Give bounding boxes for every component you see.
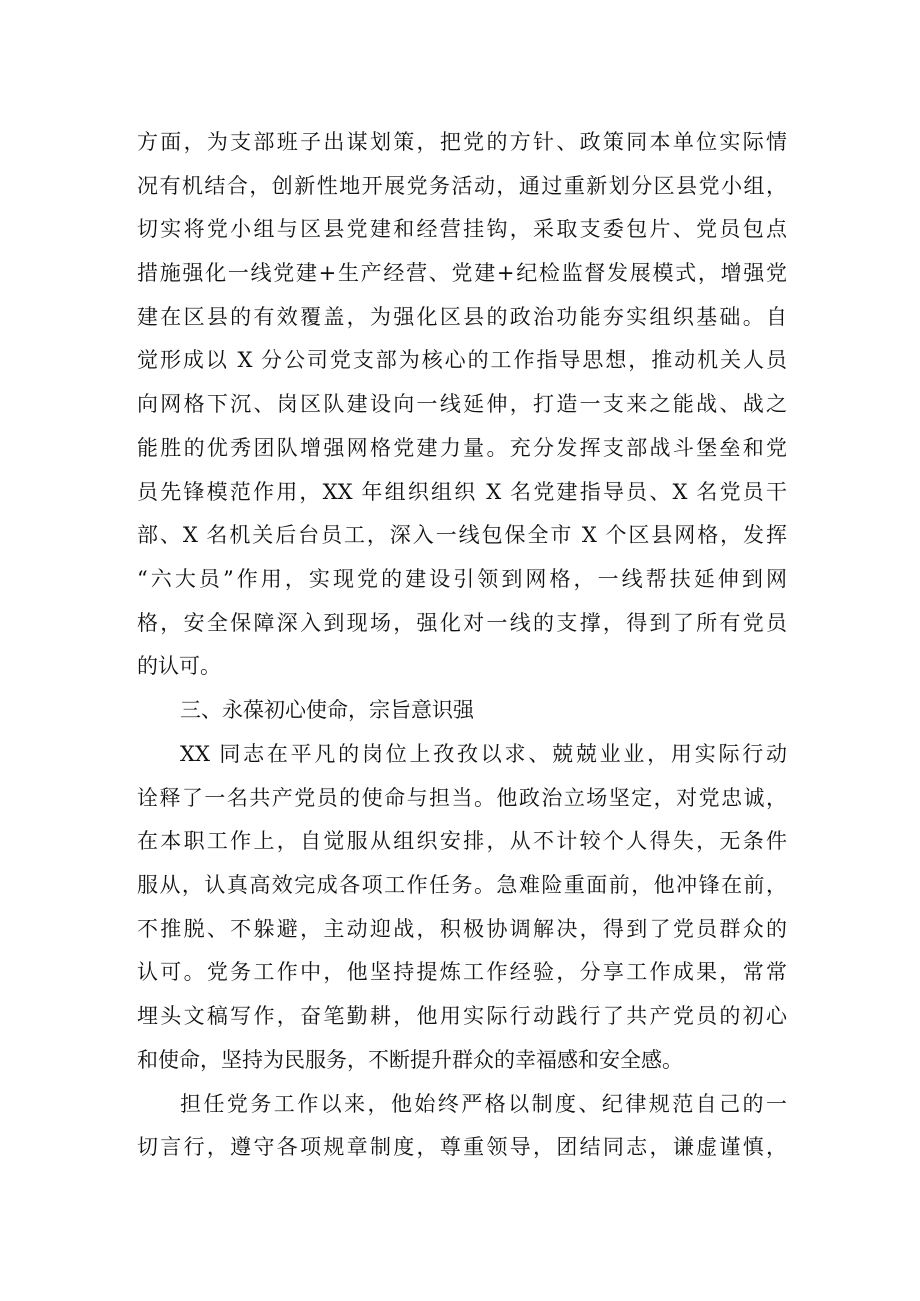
body-line: 不推脱、不躲避，主动迎战，积极协调解决，得到了党员群众的 xyxy=(137,917,787,941)
section-heading: 三、永葆初心使命，宗旨意识强 xyxy=(180,698,474,722)
body-line: XX 同志在平凡的岗位上孜孜以求、兢兢业业，用实际行动 xyxy=(180,742,787,766)
body-line: 认可。党务工作中，他坚持提炼工作经验，分享工作成果，常常 xyxy=(137,960,787,984)
body-line: 格，安全保障深入到现场，强化对一线的支撑，得到了所有党员 xyxy=(137,611,787,635)
body-line: 切言行，遵守各项规章制度，尊重领导，团结同志，谦虚谨慎， xyxy=(137,1135,787,1159)
body-line: 服从，认真高效完成各项工作任务。急难险重面前，他冲锋在前， xyxy=(137,873,787,897)
body-line: 诠释了一名共产党员的使命与担当。他政治立场坚定，对党忠诚， xyxy=(137,786,787,810)
body-line: 担任党务工作以来，他始终严格以制度、纪律规范自己的一 xyxy=(180,1092,787,1116)
body-line: 况有机结合，创新性地开展党务活动，通过重新划分区县党小组， xyxy=(137,174,787,198)
body-line: 员先锋模范作用，XX 年组织组织 X 名党建指导员、X 名党员干 xyxy=(137,480,787,504)
body-line: 方面，为支部班子出谋划策，把党的方针、政策同本单位实际情 xyxy=(137,130,787,154)
body-line: 觉形成以 X 分公司党支部为核心的工作指导思想，推动机关人员 xyxy=(137,348,787,372)
body-line: 建在区县的有效覆盖，为强化区县的政治功能夯实组织基础。自 xyxy=(137,305,787,329)
body-line: 和使命，坚持为民服务，不断提升群众的幸福感和安全感。 xyxy=(137,1048,683,1072)
body-line: 部、X 名机关后台员工，深入一线包保全市 X 个区县网格，发挥 xyxy=(137,523,787,547)
body-line: 在本职工作上，自觉服从组织安排，从不计较个人得失，无条件 xyxy=(137,829,787,853)
body-line: 切实将党小组与区县党建和经营挂钩，采取支委包片、党员包点 xyxy=(137,217,787,241)
body-line: 的认可。 xyxy=(137,654,221,678)
body-line: 埋头文稿写作，奋笔勤耕，他用实际行动践行了共产党员的初心 xyxy=(137,1004,787,1028)
body-line: 措施强化一线党建+生产经营、党建+纪检监督发展模式，增强党 xyxy=(137,261,787,285)
body-line: 向网格下沉、岗区队建设向一线延伸，打造一支来之能战、战之 xyxy=(137,392,787,416)
body-line: “六大员”作用，实现党的建设引领到网格，一线帮扶延伸到网 xyxy=(137,567,787,591)
body-line: 能胜的优秀团队增强网格党建力量。充分发挥支部战斗堡垒和党 xyxy=(137,436,787,460)
